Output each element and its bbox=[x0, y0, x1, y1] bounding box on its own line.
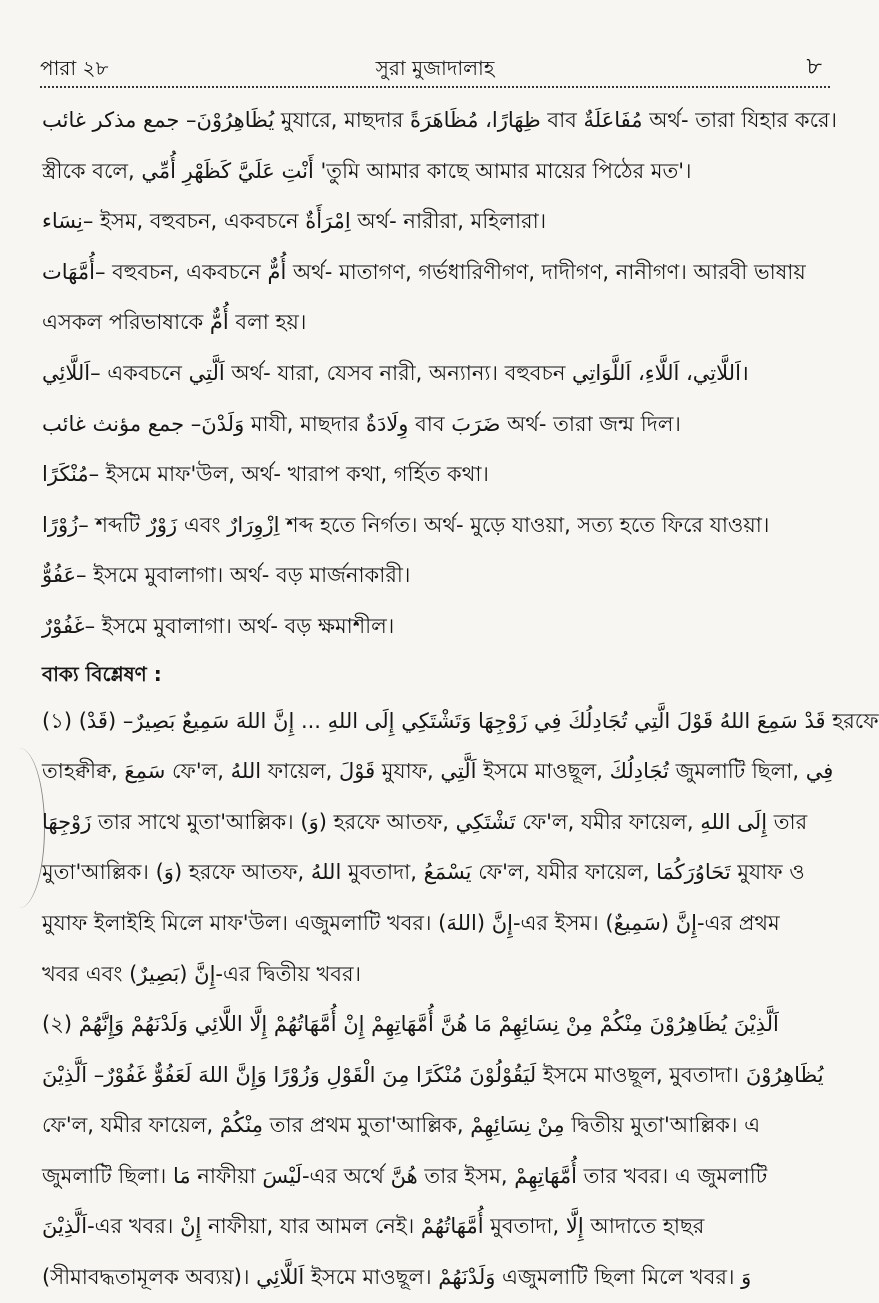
text-line: ফে'ল, যমীর ফায়েল, مِنْكُمْ তার প্রথম মুতা'আল্লিক, مِنْ نِسَائِهِمْ দ্বিতীয় মুতা'আল্লিক। এ bbox=[42, 1113, 761, 1138]
text-line: স্ত্রীকে বলে, أَنْتِ عَلَيَّ كَظَهْرِ أُمِّي 'তুমি আমার কাছে আমার মায়ের পিঠের মত'। bbox=[42, 158, 692, 183]
section-heading: বাক্য বিশ্লেষণ : bbox=[42, 661, 162, 686]
text-line: اَللَّائِي– একবচনে اَلَّتِي অর্থ- যারা, যেসব নারী, অন্যান্য। বহুবচন اَللَّاتِي، اَللَّاءِ، اَللَّوَاتِي। bbox=[42, 360, 749, 385]
text-line: وَلَدْنَ– جمع مؤنث غائب মাযী, মাছদার وِلَادَةٌ বাব ضَرَبَ অর্থ- তারা জন্ম দিল। bbox=[42, 411, 681, 436]
text-line: زَوْجِهَا তার সাথে মুতা'আল্লিক। (وَ) হরফে আতফ, تَشْتَكِي ফে'ল, যমীর ফায়েল, إِلَى اللهِ তার bbox=[42, 809, 808, 834]
text-line: أُمَّهَات– বহুবচন, একবচনে أُمٌّ অর্থ- মাতাগণ, গর্ভধারিণীগণ, দাদীগণ, নানীগণ। আরবী ভাষায় bbox=[42, 259, 806, 284]
header-divider bbox=[40, 86, 830, 88]
text-line: مُنْكَرًا– ইসমে মাফ'উল, অর্থ- খারাপ কথা, গর্হিত কথা। bbox=[42, 462, 489, 487]
text-line: اَلَّذِيْنَ-এর খবর। إِنْ নাফীয়া, যার আমল নেই। أُمَّهَاتُهُمْ মুবতাদা, إِلَّا আদাতে হাছর bbox=[42, 1214, 705, 1239]
page-header bbox=[40, 48, 830, 86]
page-number: ৮ bbox=[806, 52, 822, 80]
text-line: (সীমাবদ্ধতামূলক অব্যয়)। اَللَّائِي ইসমে মাওছূল। وَلَدْنَهُمْ এজুমলাটি ছিলা মিলে খবর। وَ bbox=[42, 1265, 752, 1290]
page-edge-mark bbox=[0, 748, 45, 908]
text-line: نِسَاء– ইসম, বহুবচন, একবচনে اِمْرَأَةٌ অর্থ- নারীরা, মহিলারা। bbox=[42, 209, 547, 234]
text-line: لَيَقُوْلُوْنَ مُنْكَرًا مِنَ الْقَوْلِ وَزُوْرًا وَإِنَّ اللهَ لَعَفُوٌّ غَفُوْرٌ– اَلَّذِيْنَ ইসমে মাওছূল, মুবতাদা। يُظَاهِرُوْنَ bbox=[42, 1062, 824, 1087]
text-line: মুতা'আল্লিক। (وَ) হরফে আতফ, اللهُ মুবতাদা, يَسْمَعُ ফে'ল, যমীর ফায়েল, تَحَاوُرَكُمَا মুযাফ ও bbox=[42, 860, 805, 885]
text-line: এসকল পরিভাষাকে أُمٌّ বলা হয়। bbox=[42, 310, 307, 335]
text-line: মুযাফ ইলাইহি মিলে মাফ'উল। এজুমলাটি খবর। (اللهَ) إِنَّ-এর ইসম। (سَمِيعٌ) إِنَّ-এর প্রথম bbox=[42, 910, 780, 935]
surah-title: সুরা মুজাদালাহ bbox=[375, 56, 495, 80]
text-line: খবর এবং (بَصِيرٌ) إِنَّ-এর দ্বিতীয় খবর। bbox=[42, 961, 362, 986]
para-label: পারা ২৮ bbox=[40, 56, 109, 80]
text-line: তাহক্বীক্ব, سَمِعَ ফে'ল, اللهُ ফায়েল, قَوْلَ মুযাফ, اَلَّتِي ইসমে মাওছূল, تُجَادِلُكَ জুমলাটি ছিলা, فِي bbox=[42, 759, 834, 784]
text-line: غَفُوْرٌ– ইসমে মুবালাগা। অর্থ- বড় ক্ষমাশীল। bbox=[42, 613, 395, 638]
text-line: زُوْرًا– শব্দটি زَوْرٌ এবং اِزْوِرَارٌ শব্দ হতে নির্গত। অর্থ- মুড়ে যাওয়া, সত্য হতে ফিরে যাওয়া। bbox=[42, 512, 770, 537]
text-line: عَفُوٌّ– ইসমে মুবালাগা। অর্থ- বড় মার্জনাকারী। bbox=[42, 563, 411, 588]
text-line: (১) قَدْ سَمِعَ اللهُ قَوْلَ الَّتِي تُجَادِلُكَ فِي زَوْجِهَا وَتَشْتَكِي إِلَى اللهِ ... إِنَّ اللهَ سَمِيعٌ بَصِيرٌ– (قَدْ) হরফে bbox=[42, 708, 879, 733]
text-line: (২) اَلَّذِيْنَ يُظَاهِرُوْنَ مِنْكُمْ مِنْ نِسَائِهِمْ مَا هُنَّ أُمَّهَاتِهِمْ إِنْ أُمَّهَاتُهُمْ إِلَّا اللَّائِي وَلَدْنَهُمْ وَإِنَّهُمْ bbox=[42, 1012, 779, 1037]
text-line: يُظَاهِرُوْنَ– جمع مذكر غائب মুযারে, মাছদার ظِهَارًا، مُظَاهَرَةً বাব مُفَاعَلَةٌ অর্থ- তারা যিহার করে। bbox=[42, 108, 838, 132]
page-body bbox=[42, 95, 879, 1303]
text-line: জুমলাটি ছিলা। مَا নাফীয়া لَيْسَ-এর অর্থে هُنَّ তার ইসম, أُمَّهَاتِهِمْ তার খবর। এ জুমলাটি bbox=[42, 1163, 768, 1188]
